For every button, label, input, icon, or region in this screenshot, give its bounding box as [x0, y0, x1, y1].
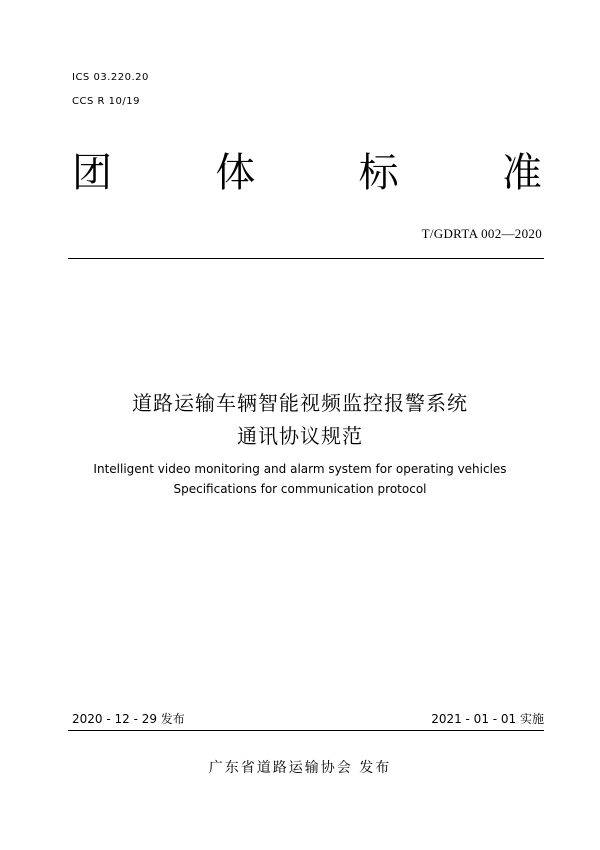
doc-type-char-4: 准 [501, 150, 542, 196]
standard-number: T/GDRTA 002—2020 [421, 226, 542, 241]
doc-type-char-1: 团 [72, 150, 112, 196]
bottom-divider [68, 730, 544, 731]
doc-type-char-2: 体 [215, 150, 256, 196]
document-type-heading [72, 148, 542, 198]
top-divider [68, 258, 544, 259]
ccs-code: CCS R 10/19 [72, 96, 140, 107]
english-title-line-2: Specifications for communication protocol [173, 482, 427, 496]
publish-date: 2020 - 12 - 29 发布 [72, 712, 185, 726]
english-title-line-1: Intelligent video monitoring and alarm system for operating vehicles [93, 462, 507, 476]
publisher: 广东省道路运输协会 发布 [208, 760, 392, 776]
doc-type-char-3: 标 [358, 150, 399, 196]
ics-code: ICS 03.220.20 [72, 72, 149, 83]
chinese-title-line-1: 道路运输车辆智能视频监控报警系统 [132, 391, 468, 415]
implementation-date: 2021 - 01 - 01 实施 [431, 712, 544, 726]
chinese-title-line-2: 通讯协议规范 [237, 424, 363, 448]
